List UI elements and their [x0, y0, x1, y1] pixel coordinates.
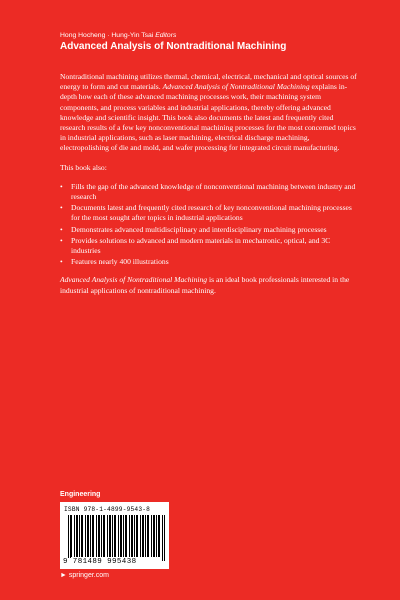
- barcode-digits: 9 781489 995438: [63, 558, 137, 566]
- category-label: Engineering: [60, 491, 101, 498]
- intro-text-b: explains in-depth how each of these advanced machining processes work, their machining system components, and process variables and industrial applications, thereby offering advanced knowledge and scientific insight. This book also documents the latest and frequently cited research results of a few key nonconventional machining processes for the most concerned topics in industrial applications, such as laser machining, electrical discharge machining, electropolishing of die and mold, and wafer processing for integrated circuit manufacturing.: [60, 82, 356, 153]
- book-title: Advanced Analysis of Nontraditional Machining: [60, 41, 287, 52]
- closing-paragraph: [60, 275, 360, 295]
- publisher-link[interactable]: ► springer.com: [60, 572, 109, 579]
- feature-item: • Fills the gap of the advanced knowledge of nonconventional machining between industry and research: [60, 182, 360, 202]
- feature-item: • Features nearly 400 illustrations: [60, 257, 360, 267]
- feature-item: • Demonstrates advanced multidisciplinary and interdisciplinary machining processes: [60, 225, 360, 235]
- editor-names: Hong Hocheng · Hung-Yin Tsai: [60, 32, 154, 39]
- feature-item: • Documents latest and frequently cited research of key nonconventional machining processes for the most sought after topics in industrial applications: [60, 203, 360, 223]
- intro-title-italic: Advanced Analysis of Nontraditional Machining: [162, 82, 310, 92]
- editors-role: Editors: [155, 32, 177, 39]
- isbn-text: ISBN 978-1-4899-9543-8: [64, 506, 151, 513]
- feature-list: [60, 182, 360, 268]
- barcode-bars: [68, 515, 165, 557]
- feature-item: • Provides solutions to advanced and modern materials in mechatronic, optical, and 3C industries: [60, 236, 360, 256]
- barcode-guard-left: [68, 515, 71, 561]
- isbn-barcode: [60, 502, 169, 569]
- intro-text-a: Nontraditional machining utilizes thermal, chemical, electrical, mechanical and optical sources of energy to form and cut materials.: [60, 72, 357, 92]
- barcode-guard-right: [162, 515, 165, 561]
- intro-paragraph: [60, 72, 360, 154]
- editors-line: [60, 32, 176, 39]
- description: [60, 72, 360, 305]
- closing-text: is an ideal book professionals interested in the industrial applications of nontraditional machining.: [60, 275, 350, 295]
- also-label: This book also:: [60, 162, 107, 172]
- closing-title-italic: Advanced Analysis of Nontraditional Machining: [60, 275, 208, 285]
